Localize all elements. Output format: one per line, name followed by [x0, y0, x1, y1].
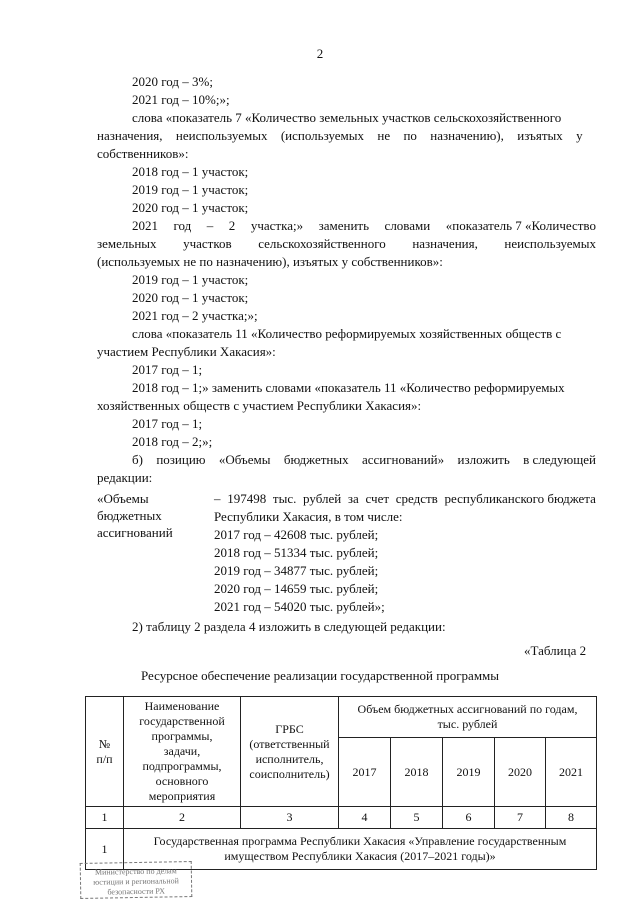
text-line: 2) таблицу 2 раздела 4 изложить в следующей редакции:	[132, 619, 446, 634]
program-cell: Государственная программа Республики Хакасия «Управление государственным имуществом Республики Хакасия (2017–2021 годы)»	[124, 829, 597, 870]
text-line: 2020 год – 3%;	[132, 74, 213, 89]
document-stamp: Министерство по делам юстиции и региональной безопасности РХ	[80, 861, 193, 899]
text-line: хозяйственных обществ с участием Республики Хакасия»:	[97, 398, 422, 413]
header-cell: № п/п	[86, 697, 124, 807]
text-line: 2019 год – 1 участок;	[132, 272, 249, 287]
text-line: 2020 год – 1 участок;	[132, 200, 249, 215]
text-line: Республики Хакасия, в том числе:	[214, 509, 403, 524]
index-cell: 4	[339, 807, 391, 829]
index-cell: 6	[443, 807, 495, 829]
year-cell: 2020	[495, 738, 546, 807]
row-number-cell: 1	[86, 829, 124, 870]
justified-line: – 197498 тыс. рублей за счет средств республиканского бюджета	[214, 491, 596, 506]
text-line: 2019 год – 1 участок;	[132, 182, 249, 197]
text-line: 2017 год – 1;	[132, 416, 203, 431]
text-line: собственников»:	[97, 146, 189, 161]
header-cell: Наименование государственной программы, задачи, подпрограммы, основного мероприятия	[124, 697, 241, 807]
index-cell: 5	[391, 807, 443, 829]
text-line: 2018 год – 1 участок;	[132, 164, 249, 179]
text-line: 2019 год – 34877 тыс. рублей;	[214, 563, 379, 578]
text-line: 2017 год – 42608 тыс. рублей;	[214, 527, 379, 542]
table-index-row	[86, 807, 597, 829]
text-line: участием Республики Хакасия»:	[97, 344, 276, 359]
text-line: (используемых не по назначению), изъятых у собственников»:	[97, 254, 443, 269]
header-cell: ГРБС (ответственный исполнитель, соисполнитель)	[241, 697, 339, 807]
budget-label: «Объемы бюджетных ассигнований	[97, 491, 173, 540]
justified-line: 2021 год – 2 участка;» заменить словами «показатель 7 «Количество	[132, 218, 596, 233]
justified-line: земельных участков сельскохозяйственного назначения, неиспользуемых	[97, 236, 596, 251]
header-cell: Объем бюджетных ассигнований по годам, тыс. рублей	[339, 697, 597, 738]
text-line: 2021 год – 54020 тыс. рублей»;	[214, 599, 385, 614]
year-cell: 2018	[391, 738, 443, 807]
page-number: 2	[316, 46, 324, 61]
index-cell: 1	[86, 807, 124, 829]
year-cell: 2021	[546, 738, 597, 807]
index-cell: 7	[495, 807, 546, 829]
table-tag: «Таблица 2	[524, 643, 587, 658]
text-line: редакции:	[97, 470, 153, 485]
text-line: слова «показатель 11 «Количество реформируемых хозяйственных обществ с	[132, 326, 562, 341]
year-cell: 2017	[339, 738, 391, 807]
resource-table	[85, 696, 597, 870]
text-line: 2018 год – 51334 тыс. рублей;	[214, 545, 379, 560]
text-line: слова «показатель 7 «Количество земельных участков сельскохозяйственного	[132, 110, 562, 125]
text-line: 2021 год – 2 участка;»;	[132, 308, 258, 323]
index-cell: 2	[124, 807, 241, 829]
text-line: 2021 год – 10%;»;	[132, 92, 230, 107]
table-caption: Ресурсное обеспечение реализации государственной программы	[140, 668, 500, 683]
index-cell: 8	[546, 807, 597, 829]
year-cell: 2019	[443, 738, 495, 807]
text-line: 2018 год – 1;» заменить словами «показатель 11 «Количество реформируемых	[132, 380, 565, 395]
text-line: 2020 год – 1 участок;	[132, 290, 249, 305]
justified-line: б) позицию «Объемы бюджетных ассигнований» изложить в следующей	[132, 452, 596, 467]
text-line: 2018 год – 2;»;	[132, 434, 213, 449]
index-cell: 3	[241, 807, 339, 829]
table-header-row	[86, 697, 597, 738]
text-line: 2017 год – 1;	[132, 362, 203, 377]
text-line: 2020 год – 14659 тыс. рублей;	[214, 581, 379, 596]
justified-line: назначения, неиспользуемых (используемых не по назначению), изъятых у	[97, 128, 583, 143]
